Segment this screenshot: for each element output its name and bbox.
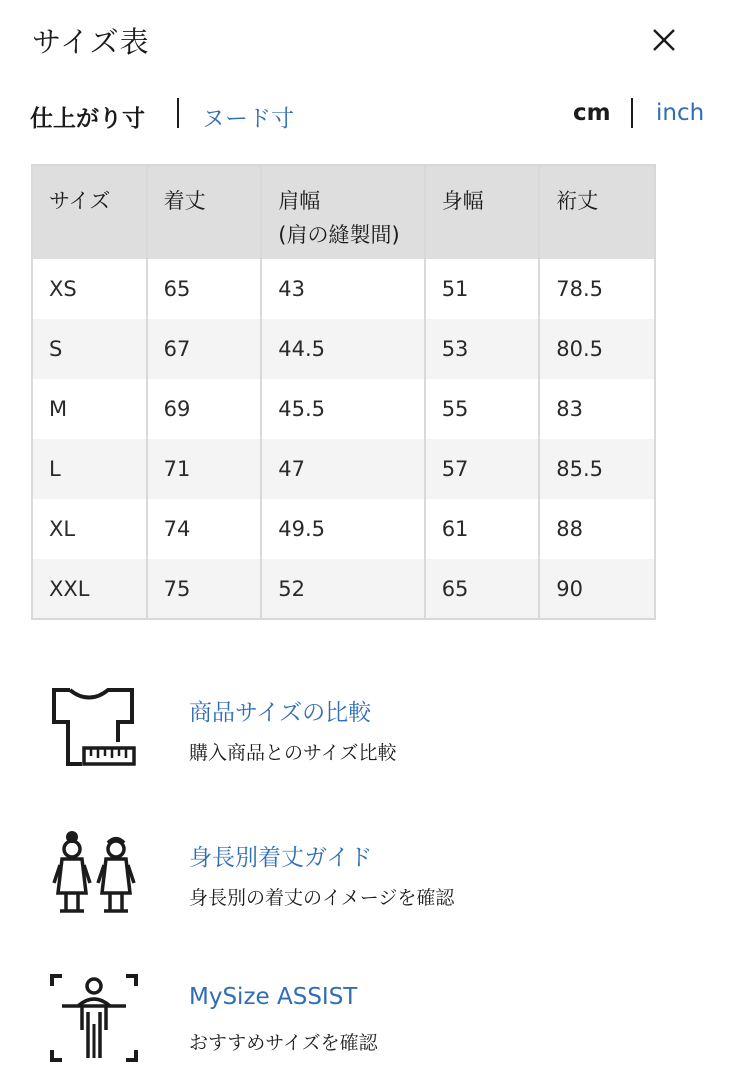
two-people-icon <box>46 829 142 925</box>
table-cell: 75 <box>147 559 262 619</box>
table-cell: XXL <box>32 559 147 619</box>
table-cell: 67 <box>147 319 262 379</box>
col-header-shoulder-sub: (肩の縫製間) <box>278 223 400 247</box>
table-row <box>32 439 655 499</box>
link-size-compare-subtitle: 購入商品とのサイズ比較 <box>189 742 397 764</box>
unit-divider <box>631 98 633 128</box>
table-cell: 49.5 <box>261 499 424 559</box>
table-cell: 52 <box>261 559 424 619</box>
col-header-length: 着丈 <box>147 165 262 259</box>
table-cell: 71 <box>147 439 262 499</box>
table-cell: 69 <box>147 379 262 439</box>
table-cell: 74 <box>147 499 262 559</box>
link-height-guide-subtitle: 身長別の着丈のイメージを確認 <box>189 887 455 909</box>
table-cell: XL <box>32 499 147 559</box>
table-row <box>32 499 655 559</box>
tab-divider <box>177 98 179 128</box>
table-cell: XS <box>32 259 147 319</box>
link-height-guide-title[interactable]: 身長別着丈ガイド <box>189 845 373 871</box>
link-height-guide[interactable] <box>0 835 735 945</box>
table-cell: 53 <box>425 319 540 379</box>
col-header-shoulder-label: 肩幅 <box>278 189 321 213</box>
table-cell: 85.5 <box>556 457 604 481</box>
table-cell: 78.5 <box>556 277 604 301</box>
table-cell: 44.5 <box>261 319 424 379</box>
table-cell: 90 <box>556 576 584 601</box>
link-size-compare[interactable] <box>0 690 735 800</box>
col-header-shoulder <box>261 165 424 259</box>
tshirt-ruler-icon <box>46 686 142 782</box>
page-title: サイズ表 <box>32 25 150 59</box>
table-cell: 83 <box>556 397 584 421</box>
table-row <box>32 379 655 439</box>
col-header-body-width: 身幅 <box>425 165 540 259</box>
table-cell: 45.5 <box>261 379 424 439</box>
link-mysize-assist-subtitle: おすすめサイズを確認 <box>189 1032 378 1054</box>
table-cell: 43 <box>261 259 424 319</box>
table-cell: 80.5 <box>556 337 604 361</box>
table-cell: 61 <box>425 499 540 559</box>
table-cell: 88 <box>556 517 584 541</box>
col-header-sleeve: 裄丈 <box>556 189 599 213</box>
table-cell: S <box>32 319 147 379</box>
table-cell: 47 <box>261 439 424 499</box>
tab-finished-size[interactable]: 仕上がり寸 <box>30 106 145 132</box>
link-mysize-assist-title[interactable]: MySize ASSIST <box>189 984 358 1010</box>
table-header-row <box>32 165 655 259</box>
table-cell: 55 <box>425 379 540 439</box>
body-scan-icon <box>46 972 142 1068</box>
table-cell: 51 <box>425 259 540 319</box>
toggle-row <box>30 96 710 136</box>
table-row <box>32 319 655 379</box>
link-size-compare-title[interactable]: 商品サイズの比較 <box>189 700 372 726</box>
table-cell: M <box>32 379 147 439</box>
col-header-size: サイズ <box>32 165 147 259</box>
unit-cm[interactable]: cm <box>573 100 611 126</box>
size-table <box>31 164 656 620</box>
table-row <box>32 559 655 619</box>
close-icon[interactable] <box>648 24 680 56</box>
table-cell: L <box>32 439 147 499</box>
link-mysize-assist[interactable] <box>0 980 735 1080</box>
tab-nude-size[interactable]: ヌード寸 <box>202 106 294 132</box>
table-cell: 65 <box>425 559 540 619</box>
unit-inch[interactable]: inch <box>656 100 705 126</box>
table-cell: 57 <box>425 439 540 499</box>
table-row <box>32 259 655 319</box>
table-cell: 65 <box>147 259 262 319</box>
